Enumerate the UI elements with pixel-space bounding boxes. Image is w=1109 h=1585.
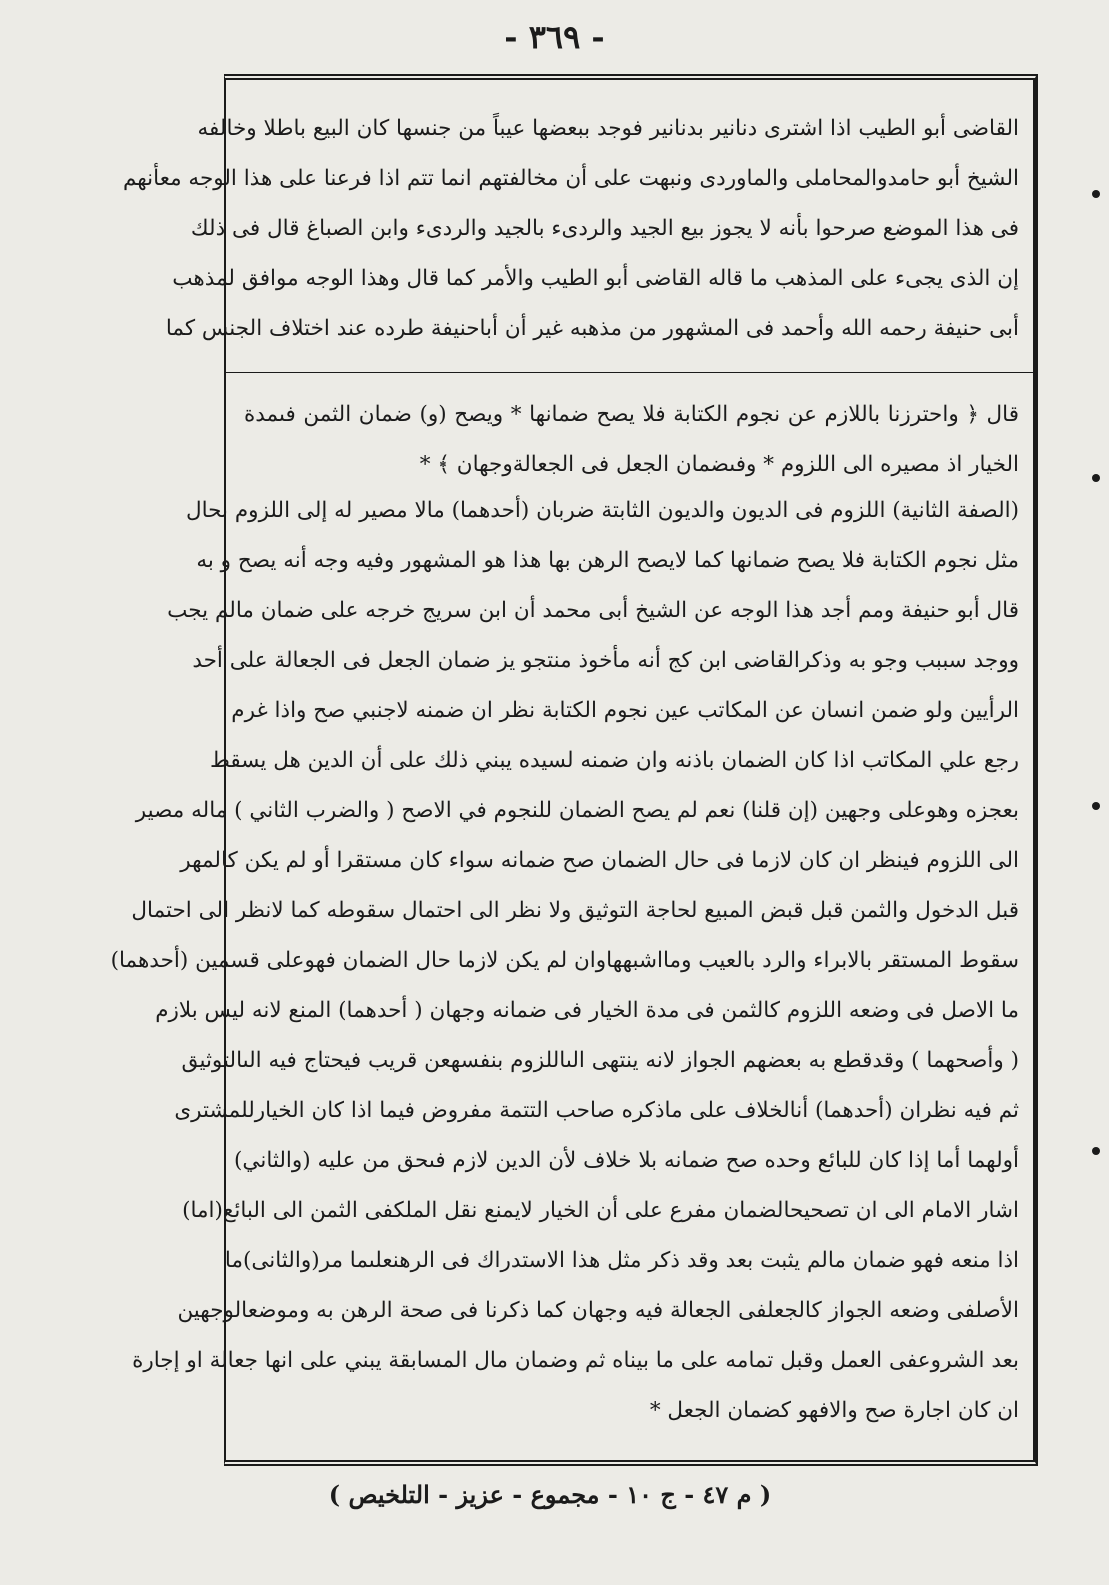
commentary-block bbox=[110, 486, 1019, 1436]
commentary-line: بعد الشروعفى العمل وقبل تمامه على ما بيناه ثم وضمان مال المسابقة يبني على انها جعالة او إجارة bbox=[132, 1348, 1019, 1373]
commentary-line: ووجد سببب وجو به وذكرالقاضى ابن كج أنه مأخوذ منتجو يز ضمان الجعل فى الجعالة على أحد bbox=[192, 648, 1019, 673]
commentary-line: أبى حنيفة رحمه الله وأحمد فى المشهور من مذهبه غير أن أباحنيفة طرده عند اختلاف الجنس كما bbox=[165, 316, 1019, 341]
binding-dot bbox=[1092, 474, 1100, 482]
commentary-line: الى اللزوم فينظر ان كان لازما فى حال الضمان صح ضمانه سواء كان مستقرا أو لم يكن كالمهر bbox=[180, 848, 1019, 873]
commentary-line: قال أبو حنيفة ومم أجد هذا الوجه عن الشيخ أبى محمد أن ابن سريج خرجه على ضمان مالم يجب bbox=[167, 598, 1019, 623]
commentary-line: (الصفة الثانية) اللزوم فى الديون والديون الثابتة ضربان (أحدهما) مالا مصير له إلى اللزوم بحال bbox=[186, 498, 1019, 523]
page-footer: ( م ٤٧ - ج ١٠ - مجموع - عزيز - التلخيص ) bbox=[328, 1480, 772, 1509]
binding-dot bbox=[1092, 190, 1100, 198]
commentary-line: ان كان اجارة صح والافهو كضمان الجعل * bbox=[649, 1398, 1019, 1423]
main-text-line: قال ﴿ واحترزنا باللازم عن نجوم الكتابة فلا يصح ضمانها * ويصح (و) ضمان الثمن فىمدة bbox=[244, 402, 1019, 427]
text-frame bbox=[110, 74, 1038, 1466]
commentary-line: القاضى أبو الطيب اذا اشترى دنانير بدنانير فوجد ببعضها عيباً من جنسها كان البيع باطلا وخالفه bbox=[197, 116, 1019, 141]
commentary-line: إن الذى يجىء على المذهب ما قاله القاضى أبو الطيب والأمر كما قال وهذا الوجه موافق لمذهب bbox=[172, 266, 1019, 291]
commentary-line: الرأيين ولو ضمن انسان عن المكاتب عين نجوم الكتابة نظر ان ضمنه لاجنبي صح واذا غرم bbox=[231, 698, 1019, 723]
commentary-line: ( وأصحهما ) وقدقطع به بعضهم الجواز لانه ينتهى الىاللزوم بنفسهعن قريب فيحتاج فيه الىالتوثيق bbox=[181, 1048, 1019, 1073]
commentary-line: بعجزه وهوعلى وجهين (إن قلنا) نعم لم يصح الضمان للنجوم في الاصح ( والضرب الثاني ) ماله مصير bbox=[135, 798, 1019, 823]
section-separator bbox=[226, 372, 1033, 373]
commentary-line: قبل الدخول والثمن قبل قبض المبيع لحاجة التوثيق ولا نظر الى احتمال سقوطه كما لانظر الى احتمال bbox=[131, 898, 1019, 923]
commentary-line: الأصلفى وضعه الجواز كالجعلفى الجعالة فيه وجهان كما ذكرنا فى صحة الرهن به وموضعالوجهين bbox=[177, 1298, 1019, 1323]
commentary-line: رجع علي المكاتب اذا كان الضمان باذنه وان ضمنه لسيده يبني ذلك على أن الدين هل يسقط bbox=[209, 748, 1019, 773]
commentary-line: مثل نجوم الكتابة فلا يصح ضمانها كما لايصح الرهن بها هذا هو المشهور وفيه وجه أنه يصح و به bbox=[196, 548, 1019, 573]
commentary-line: ثم فيه نظران (أحدهما) أنالخلاف على ماذكره صاحب التتمة مفروض فيما اذا كان الخيارللمشترى bbox=[174, 1098, 1019, 1123]
main-text-block bbox=[244, 390, 1019, 490]
commentary-line: اشار الامام الى ان تصحيحالضمان مفرع على أن الخيار لايمنع نقل الملكفى الثمن الى البائع(اما) bbox=[182, 1198, 1019, 1223]
commentary-line: سقوط المستقر بالابراء والرد بالعيب ومااشبههاوان لم يكن لازما حال الضمان فهوعلى قسمين (أحدهما) bbox=[110, 948, 1019, 973]
commentary-line: اذا منعه فهو ضمان مالم يثبت بعد وقد ذكر مثل هذا الاستدراك فى الرهنعلىما مر(والثانى)ما bbox=[224, 1248, 1019, 1273]
commentary-line: أولهما أما إذا كان للبائع وحده صح ضمانه بلا خلاف لأن الدين لازم فىحق من عليه (والثاني) bbox=[234, 1148, 1019, 1173]
binding-dot bbox=[1092, 1147, 1100, 1155]
page-number: - ٣٦٩ - bbox=[504, 18, 605, 56]
commentary-line: فى هذا الموضع صرحوا بأنه لا يجوز بيع الجيد والردىء بالجيد والردىء وابن الصباغ قال فى ذلك bbox=[190, 216, 1019, 241]
commentary-line: ما الاصل فى وضعه اللزوم كالثمن فى مدة الخيار فى ضمانه وجهان ( أحدهما) المنع لانه ليس بلازم bbox=[155, 998, 1019, 1023]
main-text-line: الخيار اذ مصيره الى اللزوم * وفىضمان الجعل فى الجعالةوجهان ﴾ * bbox=[419, 452, 1019, 477]
top-commentary-block bbox=[122, 104, 1019, 354]
binding-dot bbox=[1092, 802, 1100, 810]
commentary-line: الشيخ أبو حامدوالمحاملى والماوردى ونبهت على أن مخالفتهم انما تتم اذا فرعنا على هذا الوجه معأنهم bbox=[122, 166, 1019, 191]
